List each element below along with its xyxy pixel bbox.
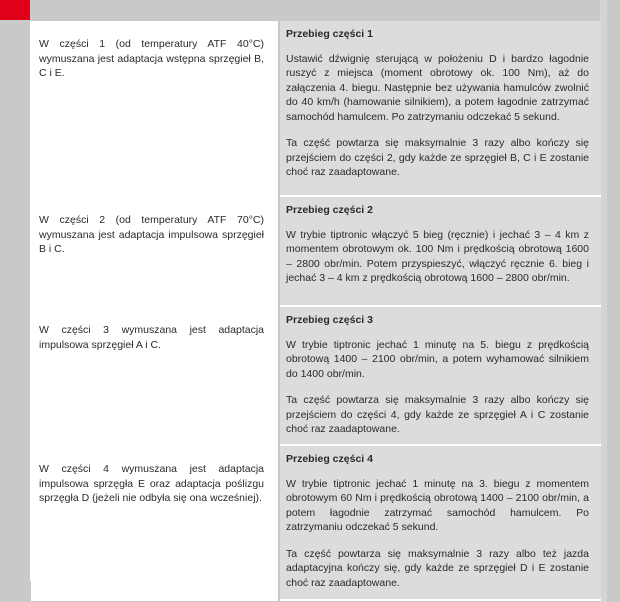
procedure-cell: [280, 446, 601, 601]
procedure-title: Przebieg części 3: [286, 314, 373, 326]
procedure-paragraph: Ta część powtarza się maksymalnie 3 razy albo też jazda adaptacyjna kończy się, gdy każde ze sprzęgieł D i E zostanie choć raz zaadaptowane.: [286, 547, 589, 589]
procedure-cell: [280, 197, 601, 307]
part-description: W części 2 (od temperatury ATF 70°C) wymuszana jest adaptacja impulsowa sprzęgieł B i C.: [31, 197, 278, 307]
procedure-cell: [280, 307, 601, 446]
adaptation-table: [30, 21, 601, 589]
table-row: [31, 197, 601, 307]
procedure-paragraph: Ta część powtarza się maksymalnie 3 razy albo kończy się przejściem do części 2, gdy każde ze sprzęgieł B, C i E zostanie choć raz zaadaptowane.: [286, 137, 589, 178]
part-description: W części 3 wymuszana jest adaptacja impulsowa sprzęgieł A i C.: [31, 307, 278, 446]
table-row: [31, 446, 601, 601]
procedure-title: Przebieg części 4: [286, 453, 373, 465]
procedure-paragraph: W trybie tiptronic jechać 1 minutę na 5. biegu z prędkością obrotową 1400 – 2100 obr/min, a potem wyhamować silnikiem do 1400 obr/min.: [286, 338, 589, 380]
procedure-paragraph: Ta część powtarza się maksymalnie 3 razy albo kończy się przejściem do części 4, gdy każde ze sprzęgieł A i C zostanie choć raz zaadaptowane.: [286, 394, 589, 435]
table-row: [31, 307, 601, 446]
procedure-paragraph: Ustawić dźwignię sterującą w położeniu D i bardzo łagodnie ruszyć z miejsca (moment obrotowy ok. 100 Nm), aż do załączenia 4. biegu. Następnie bez używania hamulców zwolnić do 40 km/h (hamowanie silnikiem), a potem łagodnie zatrzymać samochód hamulcem. Po zatrzymaniu odczekać 5 sekund.: [286, 52, 589, 123]
procedure-title: Przebieg części 2: [286, 204, 373, 216]
procedure-paragraph: W trybie tiptronic jechać 1 minutę na 3. biegu z momentem obrotowym 60 Nm i prędkością obrotową 1400 – 2100 obr/min, a potem łagodnie zatrzymać samochód hamulcem. Po zatrzymaniu odczekać 5 sekund.: [286, 477, 589, 533]
page-edge-strip: [600, 0, 607, 602]
procedure-paragraph: W trybie tiptronic włączyć 5 bieg (ręcznie) i jechać 3 – 4 km z momentem obrotowym ok. 100 Nm i prędkością obrotową 1600 – 2800 obr/min. Potem przyspieszyć, włączyć ręcznie 6. bieg i jechać 3 – 4 km z prędkością obrotową 1600 – 2800 obr/min.: [286, 228, 589, 284]
procedure-title: Przebieg części 1: [286, 28, 373, 40]
procedure-cell: [280, 21, 601, 197]
red-accent-block: [0, 0, 30, 20]
table-row: [31, 21, 601, 197]
part-description: W części 1 (od temperatury ATF 40°C) wymuszana jest adaptacja wstępna sprzęgieł B, C i E.: [31, 21, 278, 197]
part-description: W części 4 wymuszana jest adaptacja impulsowa sprzęgła E oraz adaptacja poślizgu sprzęgła D (jeżeli nie odbyła się ona wcześniej).: [31, 446, 278, 601]
